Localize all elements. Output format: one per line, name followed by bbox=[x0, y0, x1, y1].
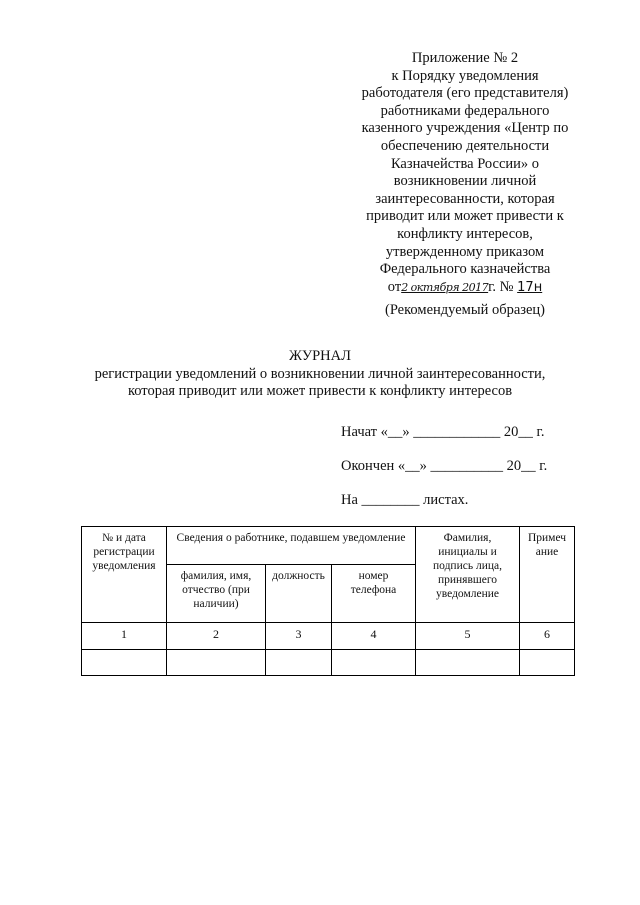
handwritten-date: 2 октября 2017 bbox=[401, 280, 489, 294]
header-position: должность bbox=[266, 565, 332, 623]
header-phone: номер телефона bbox=[332, 565, 416, 623]
date-prefix: от bbox=[387, 278, 402, 295]
journal-title: ЖУРНАЛ bbox=[289, 348, 351, 364]
journal-subtitle-2: которая приводит или может привести к конфликту интересов bbox=[127, 383, 513, 400]
empty-cell bbox=[416, 650, 520, 676]
column-number: 6 bbox=[520, 623, 575, 650]
appendix-line: казенного учреждения «Центр по bbox=[361, 120, 569, 137]
empty-cell bbox=[520, 650, 575, 676]
date-suffix: г. № bbox=[488, 278, 514, 295]
appendix-line: обеспечению деятельности bbox=[380, 137, 550, 154]
appendix-line: работодателя (его представителя) bbox=[361, 85, 569, 102]
header-fio: фамилия, имя, отчество (при наличии) bbox=[167, 565, 266, 623]
appendix-line: приводит или может привести к bbox=[366, 208, 564, 225]
journal-heading bbox=[0, 348, 640, 401]
column-number: 2 bbox=[167, 623, 266, 650]
header-worker-info: Сведения о работнике, подавшем уведомление bbox=[167, 527, 416, 565]
sheets-line: На ________ листах. bbox=[341, 492, 469, 508]
column-number: 4 bbox=[332, 623, 416, 650]
appendix-line: Казначейства России» о bbox=[390, 155, 540, 172]
appendix-line: Приложение № 2 bbox=[411, 50, 519, 66]
column-number: 1 bbox=[82, 623, 167, 650]
empty-cell bbox=[82, 650, 167, 676]
header-note: Примеч ание bbox=[520, 527, 575, 623]
header-registration: № и дата регистрации уведомления bbox=[82, 527, 167, 623]
appendix-line: к Порядку уведомления bbox=[391, 67, 539, 84]
column-number: 5 bbox=[416, 623, 520, 650]
appendix-line: утвержденному приказом bbox=[385, 243, 545, 260]
header-receiver: Фамилия, инициалы и подпись лица, принявшего уведомление bbox=[416, 527, 520, 623]
sample-note: (Рекомендуемый образец) bbox=[384, 302, 546, 319]
journal-table bbox=[81, 526, 575, 676]
empty-cell bbox=[332, 650, 416, 676]
appendix-line: работниками федерального bbox=[380, 102, 550, 119]
order-date-line bbox=[330, 279, 600, 297]
empty-cell bbox=[167, 650, 266, 676]
table-row bbox=[82, 623, 575, 650]
appendix-line: конфликту интересов, bbox=[397, 225, 533, 242]
appendix-line: заинтересованности, которая bbox=[375, 190, 555, 207]
column-number: 3 bbox=[266, 623, 332, 650]
table-row bbox=[82, 650, 575, 676]
appendix-line: Федерального казначейства bbox=[379, 261, 551, 278]
journal-subtitle-1: регистрации уведомлений о возникновении личной заинтересованности, bbox=[94, 365, 546, 382]
handwritten-number: 17н bbox=[517, 279, 543, 295]
started-line: Начат «__» ____________ 20__ г. bbox=[341, 424, 545, 440]
ended-line: Окончен «__» __________ 20__ г. bbox=[341, 458, 548, 474]
empty-cell bbox=[266, 650, 332, 676]
appendix-block bbox=[330, 50, 600, 320]
appendix-line: возникновении личной bbox=[393, 173, 537, 190]
